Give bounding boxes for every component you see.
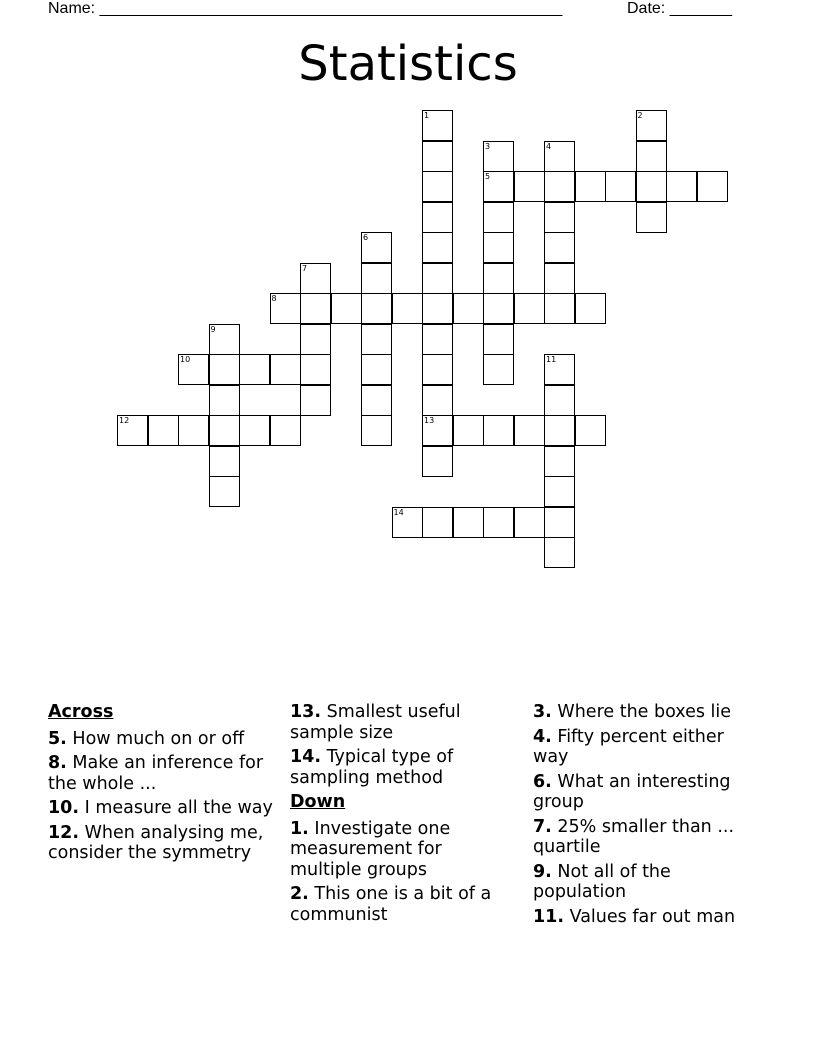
crossword-cell[interactable] [361, 232, 392, 263]
crossword-cell[interactable] [270, 415, 301, 446]
crossword-cell[interactable] [422, 293, 453, 324]
clue-across-10 [48, 798, 276, 819]
crossword-cell[interactable] [209, 415, 240, 446]
crossword-cell[interactable] [331, 293, 362, 324]
crossword-cell[interactable] [422, 141, 453, 172]
crossword-cell[interactable] [514, 293, 545, 324]
crossword-cell[interactable] [575, 415, 606, 446]
cell-number: 9 [210, 324, 216, 334]
crossword-cell[interactable] [483, 354, 514, 385]
crossword-cell[interactable] [209, 354, 240, 385]
crossword-cell[interactable] [422, 202, 453, 233]
clue-text: How much on or off [72, 728, 245, 749]
crossword-cell[interactable] [483, 293, 514, 324]
crossword-cell[interactable] [575, 293, 606, 324]
crossword-cell[interactable] [483, 232, 514, 263]
crossword-cell[interactable] [636, 141, 667, 172]
clue-text: This one is a bit of a communist [290, 884, 492, 925]
clue-text: Typical type of sampling method [290, 747, 454, 788]
crossword-cell[interactable] [483, 171, 514, 202]
crossword-cell[interactable] [544, 415, 575, 446]
cell-number: 14 [393, 507, 404, 517]
crossword-cell[interactable] [422, 507, 453, 538]
crossword-cell[interactable] [361, 385, 392, 416]
clue-number: 11. [533, 906, 565, 927]
crossword-cell[interactable] [697, 171, 728, 202]
crossword-cell[interactable] [209, 385, 240, 416]
crossword-cell[interactable] [422, 446, 453, 477]
clue-number: 8. [48, 753, 67, 773]
clue-number: 9. [533, 861, 552, 882]
clue-number: 10. [48, 798, 80, 818]
crossword-cell[interactable] [514, 507, 545, 538]
crossword-cell[interactable] [178, 354, 209, 385]
crossword-cell[interactable] [148, 415, 179, 446]
crossword-cell[interactable] [544, 537, 575, 568]
crossword-cell[interactable] [666, 171, 697, 202]
clue-column-2 [290, 702, 518, 929]
clue-down-3 [533, 702, 761, 723]
clue-number: 3. [533, 702, 552, 722]
clue-across-14 [290, 747, 518, 788]
crossword-cell[interactable] [392, 507, 423, 538]
cell-number: 12 [119, 416, 130, 425]
crossword-cell[interactable] [483, 202, 514, 233]
clue-text: When analysing me, consider the symmetry [48, 822, 264, 863]
crossword-cell[interactable] [483, 324, 514, 355]
clue-text: Smallest useful sample size [290, 702, 461, 743]
crossword-cell[interactable] [361, 263, 392, 294]
cell-number: 4 [546, 141, 552, 151]
crossword-cell[interactable] [300, 263, 331, 294]
crossword-cell[interactable] [575, 171, 606, 202]
page-title: Statistics [298, 36, 518, 92]
crossword-cell[interactable] [453, 293, 484, 324]
across-heading: Across [48, 702, 114, 722]
crossword-cell[interactable] [209, 476, 240, 507]
clue-number: 13. [290, 702, 322, 722]
clue-down-1 [290, 819, 518, 881]
cell-number: 8 [271, 294, 277, 303]
crossword-cell[interactable] [483, 415, 514, 446]
crossword-cell[interactable] [636, 171, 667, 202]
crossword-cell[interactable] [422, 415, 453, 446]
crossword-cell[interactable] [422, 354, 453, 385]
crossword-cell[interactable] [636, 202, 667, 233]
crossword-cell[interactable] [422, 324, 453, 355]
crossword-cell[interactable] [300, 354, 331, 385]
crossword-cell[interactable] [453, 507, 484, 538]
clue-number: 7. [533, 816, 552, 837]
cell-number: 3 [485, 141, 491, 151]
crossword-cell[interactable] [209, 324, 240, 355]
crossword-cell[interactable] [483, 141, 514, 172]
clue-number: 1. [290, 818, 309, 839]
clue-number: 4. [533, 726, 552, 747]
clue-down-9 [533, 862, 761, 903]
clue-number: 2. [290, 884, 309, 904]
clue-number: 12. [48, 822, 80, 843]
down-heading: Down [290, 792, 346, 812]
clue-text: What an interesting group [533, 771, 731, 812]
clue-text: I measure all the way [84, 798, 273, 818]
crossword-cell[interactable] [483, 507, 514, 538]
crossword-cell[interactable] [361, 354, 392, 385]
crossword-cell[interactable] [209, 446, 240, 477]
crossword-cell[interactable] [300, 385, 331, 416]
clue-column-1 [48, 702, 276, 868]
clue-text: Make an inference for the whole ... [48, 753, 264, 794]
crossword-cell[interactable] [453, 415, 484, 446]
cell-number: 6 [363, 233, 369, 242]
clue-text: Values far out man [569, 906, 736, 927]
crossword-cell[interactable] [483, 263, 514, 294]
crossword-cell[interactable] [514, 415, 545, 446]
clue-across-13 [290, 702, 518, 743]
crossword-cell[interactable] [422, 232, 453, 263]
crossword-cell[interactable] [544, 202, 575, 233]
clue-across-12 [48, 823, 276, 864]
clue-column-3 [533, 702, 761, 931]
crossword-cell[interactable] [544, 446, 575, 477]
clue-number: 6. [533, 771, 552, 792]
clue-text: Investigate one measurement for multiple groups [290, 818, 451, 880]
crossword-cell[interactable] [422, 263, 453, 294]
crossword-cell[interactable] [361, 324, 392, 355]
crossword-cell[interactable] [544, 293, 575, 324]
clue-text: 25% smaller than ... quartile [533, 816, 735, 857]
clue-text: Not all of the population [533, 861, 671, 902]
crossword-cell[interactable] [422, 110, 453, 141]
cell-number: 5 [485, 172, 491, 181]
crossword-cell[interactable] [239, 415, 270, 446]
crossword-cell[interactable] [300, 324, 331, 355]
clue-across-5 [48, 729, 276, 750]
clue-text: Where the boxes lie [557, 702, 732, 722]
cell-number: 7 [302, 263, 308, 273]
clue-down-7 [533, 817, 761, 858]
crossword-cell[interactable] [422, 385, 453, 416]
cell-number: 1 [424, 111, 430, 120]
crossword-cell[interactable] [544, 232, 575, 263]
cell-number: 11 [546, 355, 557, 364]
cell-number: 2 [637, 111, 643, 120]
date-field[interactable]: Date: _______ [627, 0, 732, 17]
clue-text: Fifty percent either way [533, 726, 724, 767]
crossword-cell[interactable] [361, 415, 392, 446]
crossword-cell[interactable] [361, 293, 392, 324]
crossword-cell[interactable] [544, 507, 575, 538]
crossword-cell[interactable] [636, 110, 667, 141]
crossword-cell[interactable] [300, 293, 331, 324]
crossword-cell[interactable] [514, 171, 545, 202]
crossword-cell[interactable] [239, 354, 270, 385]
clue-down-11 [533, 907, 761, 928]
cell-number: 13 [424, 416, 435, 425]
crossword-cell[interactable] [544, 171, 575, 202]
crossword-cell[interactable] [270, 293, 301, 324]
clue-down-6 [533, 772, 761, 813]
crossword-cell[interactable] [544, 385, 575, 416]
clue-list [48, 702, 768, 1002]
crossword-cell[interactable] [544, 476, 575, 507]
crossword-cell[interactable] [178, 415, 209, 446]
clue-number: 14. [290, 747, 322, 767]
crossword-cell[interactable] [392, 293, 423, 324]
crossword-cell[interactable] [270, 354, 301, 385]
clue-down-4 [533, 727, 761, 768]
crossword-cell[interactable] [544, 354, 575, 385]
cell-number: 10 [180, 355, 191, 364]
crossword-cell[interactable] [117, 415, 148, 446]
crossword-cell[interactable] [605, 171, 636, 202]
crossword-cell[interactable] [544, 141, 575, 172]
crossword-cell[interactable] [422, 171, 453, 202]
clue-down-2 [290, 884, 518, 925]
clue-number: 5. [48, 728, 67, 749]
clue-across-8 [48, 753, 276, 794]
name-field[interactable]: Name: ____________________________________________________ [48, 0, 563, 17]
crossword-cell[interactable] [544, 263, 575, 294]
